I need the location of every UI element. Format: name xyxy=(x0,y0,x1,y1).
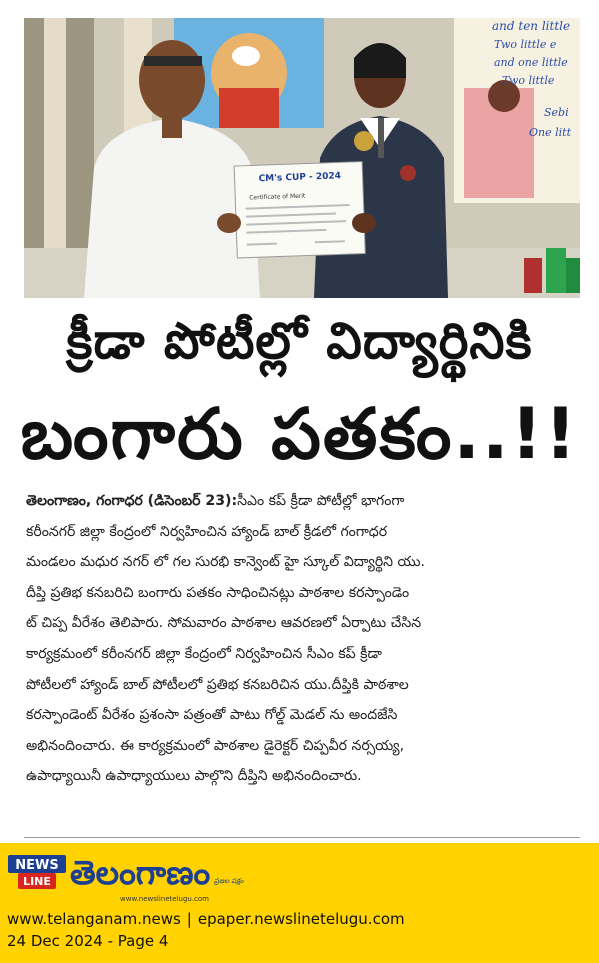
article-body xyxy=(26,486,578,792)
svg-text:Two little: Two little xyxy=(502,74,555,87)
svg-text:One litt: One litt xyxy=(529,126,571,139)
article-line: కరీంనగర్ జిల్లా కేంద్రంలో నిర్వహించిన హ్యాండ్ బాల్ క్రీడలో గంగాధర xyxy=(26,523,388,540)
newsline-logo xyxy=(8,855,66,891)
svg-text:Two little e: Two little e xyxy=(494,38,557,51)
headline-line-1: క్రీడా పోటీల్లో విద్యార్థినికి xyxy=(66,312,533,370)
telanganam-link[interactable]: www.telanganam.news xyxy=(7,910,181,928)
article-line: మండలం మధుర నగర్ లో గల సురభి కాన్వెంట్ హై స్కూల్ విద్యార్థిని యు. xyxy=(26,554,426,571)
footer-links xyxy=(7,910,405,928)
article-line: కరస్పాండెంట్ వీరేశం ప్రశంసా పత్రంతో పాటు గోల్డ్ మెడల్ ను అందజేసి xyxy=(26,707,398,724)
svg-text:and ten little: and ten little xyxy=(492,19,571,33)
news-logo-bottom: LINE xyxy=(23,875,51,888)
svg-text:Sebi: Sebi xyxy=(544,106,569,119)
article-line: పోటీలలో హ్యాండ్ బాల్ పోటీలలో ప్రతిభ కనబరిచిన యు.దీప్తికి పాఠశాల xyxy=(26,676,409,693)
brand-url: www.newslinetelugu.com xyxy=(120,895,209,903)
article-line: దీప్తి ప్రతిభ కనబరిచి బంగారు పతకం సాధించినట్లు పాఠశాల కరస్పాండెం xyxy=(26,584,410,601)
article-line: ఉపాధ్యాయినీ ఉపాధ్యాయులు పాల్గొని దీప్తిని అభినందించారు. xyxy=(26,768,362,785)
dateline: తెలంగాణం, గంగాధర (డిసెంబర్ 23): xyxy=(26,493,238,509)
certificate-title: CM's CUP - 2024 xyxy=(258,171,342,185)
article-line: ట్ చిప్ప వీరేశం తెలిపారు. సోమవారం పాఠశాల ఆవరణలో ఏర్పాటు చేసిన xyxy=(26,615,422,632)
news-logo-top: NEWS xyxy=(15,858,59,873)
article-line: కార్యక్రమంలో కరీంనగర్ జిల్లా కేంద్రంలో నిర్వహించిన సీఎం కప్ క్రీడా xyxy=(26,645,382,662)
brand-name: తెలంగాణం xyxy=(70,853,211,892)
headline-line-2: బంగారు పతకం..!! xyxy=(20,393,579,475)
date-page: 24 Dec 2024 - Page 4 xyxy=(7,932,169,950)
news-photo xyxy=(24,18,580,298)
brand-tagline: ప్రజల పక్షం xyxy=(214,877,244,885)
link-separator: | xyxy=(186,910,192,928)
certificate-subtitle: Certificate of Merit xyxy=(249,192,306,202)
epaper-link[interactable]: epaper.newslinetelugu.com xyxy=(197,910,405,928)
article-line xyxy=(26,486,578,517)
svg-text:and one little: and one little xyxy=(494,56,568,69)
footer-bar xyxy=(0,843,599,963)
article-text: సీఎం కప్ క్రీడా పోటీల్లో భాగంగా xyxy=(237,493,405,509)
divider xyxy=(24,837,580,838)
article-line: అభినందించారు. ఈ కార్యక్రమంలో పాఠశాల డైరెక్టర్ చిప్పవీర నర్సయ్య, xyxy=(26,737,405,754)
